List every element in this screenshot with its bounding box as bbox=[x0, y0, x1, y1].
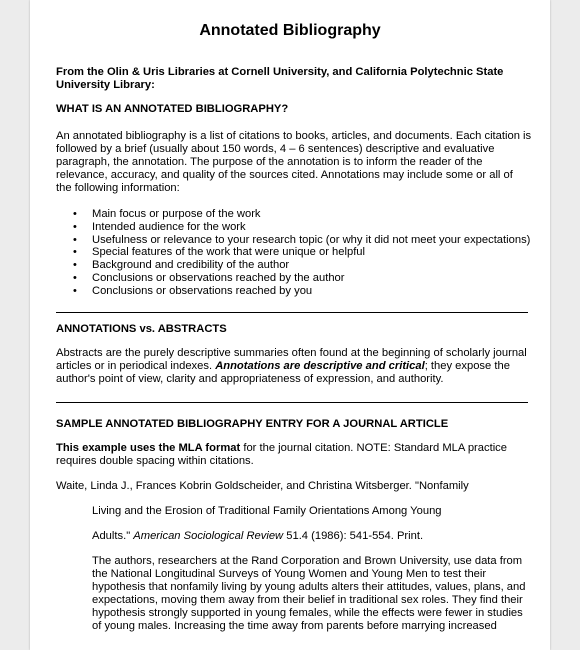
citation-line-1: Waite, Linda J., Frances Kobrin Goldscheider, and Christina Witsberger. "Nonfamily bbox=[56, 480, 469, 492]
mla-note-line-2: requires double spacing within citations. bbox=[56, 455, 254, 467]
what-is-line-4: relevance, accuracy, and quality of the sources cited. Annotations may include some or all of bbox=[56, 169, 513, 181]
bullet-item: • Intended audience for the work bbox=[70, 221, 530, 234]
annotation-line-2: the National Longitudinal Surveys of Young Women and Young Men to test their bbox=[92, 568, 487, 580]
mla-note-line-1: This example uses the MLA format for the journal citation. NOTE: Standard MLA practice bbox=[56, 442, 507, 454]
journal-title: American Sociological Review bbox=[133, 530, 284, 542]
what-is-heading: WHAT IS AN ANNOTATED BIBLIOGRAPHY? bbox=[56, 103, 289, 115]
annotations-emphasis: Annotations are descriptive and critical bbox=[215, 360, 425, 372]
annotation-line-5: hypothesis strongly supported in young females, while the effects were fewer in studies bbox=[92, 607, 523, 619]
source-line-1: From the Olin & Uris Libraries at Cornell University, and California Polytechnic State bbox=[56, 66, 504, 78]
document-page bbox=[30, 0, 550, 650]
source-line-2: University Library: bbox=[56, 79, 155, 91]
what-is-line-5: the following information: bbox=[56, 182, 180, 194]
document-title: Annotated Bibliography bbox=[199, 22, 381, 39]
citation-line-2: Living and the Erosion of Traditional Family Orientations Among Young bbox=[92, 505, 442, 517]
annotation-line-4: expectations, moving them away from their belief in traditional sex roles. They find their bbox=[92, 594, 523, 606]
annotation-line-6: of young males. Increasing the time away from parents before marrying increased bbox=[92, 620, 497, 632]
abstracts-line-2: articles or in periodical indexes. Annotations are descriptive and critical; they expose the bbox=[56, 360, 510, 372]
bullet-item: • Background and credibility of the author bbox=[70, 259, 530, 272]
citation-line-3: Adults." American Sociological Review 51.4 (1986): 541-554. Print. bbox=[92, 530, 424, 542]
bullet-item: • Conclusions or observations reached by the author bbox=[70, 272, 530, 285]
bullet-item: • Main focus or purpose of the work bbox=[70, 208, 530, 221]
abstracts-line-1: Abstracts are the purely descriptive summaries often found at the beginning of scholarly journal bbox=[56, 347, 527, 359]
bullet-item: • Conclusions or observations reached by you bbox=[70, 285, 530, 298]
sample-entry-heading: SAMPLE ANNOTATED BIBLIOGRAPHY ENTRY FOR A JOURNAL ARTICLE bbox=[56, 418, 449, 430]
annotation-line-1: The authors, researchers at the Rand Corporation and Brown University, use data from bbox=[92, 555, 523, 567]
section-divider bbox=[56, 402, 528, 403]
what-is-line-3: paragraph, the annotation. The purpose of the annotation is to inform the reader of the bbox=[56, 156, 483, 168]
what-is-line-2: followed by a brief (usually about 150 words, 4 – 6 sentences) descriptive and evaluative bbox=[56, 143, 495, 155]
annotations-vs-abstracts-heading: ANNOTATIONS vs. ABSTRACTS bbox=[56, 323, 227, 335]
bullet-item: • Special features of the work that were unique or helpful bbox=[70, 246, 530, 259]
abstracts-line-3: author's point of view, clarity and appropriateness of expression, and authority. bbox=[56, 373, 444, 385]
section-divider bbox=[56, 312, 528, 313]
what-is-line-1: An annotated bibliography is a list of citations to books, articles, and documents. Each citation is bbox=[56, 130, 532, 142]
annotation-line-3: hypothesis that nonfamily living by young adults alters their attitudes, values, plans, and bbox=[92, 581, 526, 593]
information-bullet-list bbox=[70, 208, 530, 298]
bullet-item: • Usefulness or relevance to your research topic (or why it did not meet your expectations) bbox=[70, 234, 530, 247]
